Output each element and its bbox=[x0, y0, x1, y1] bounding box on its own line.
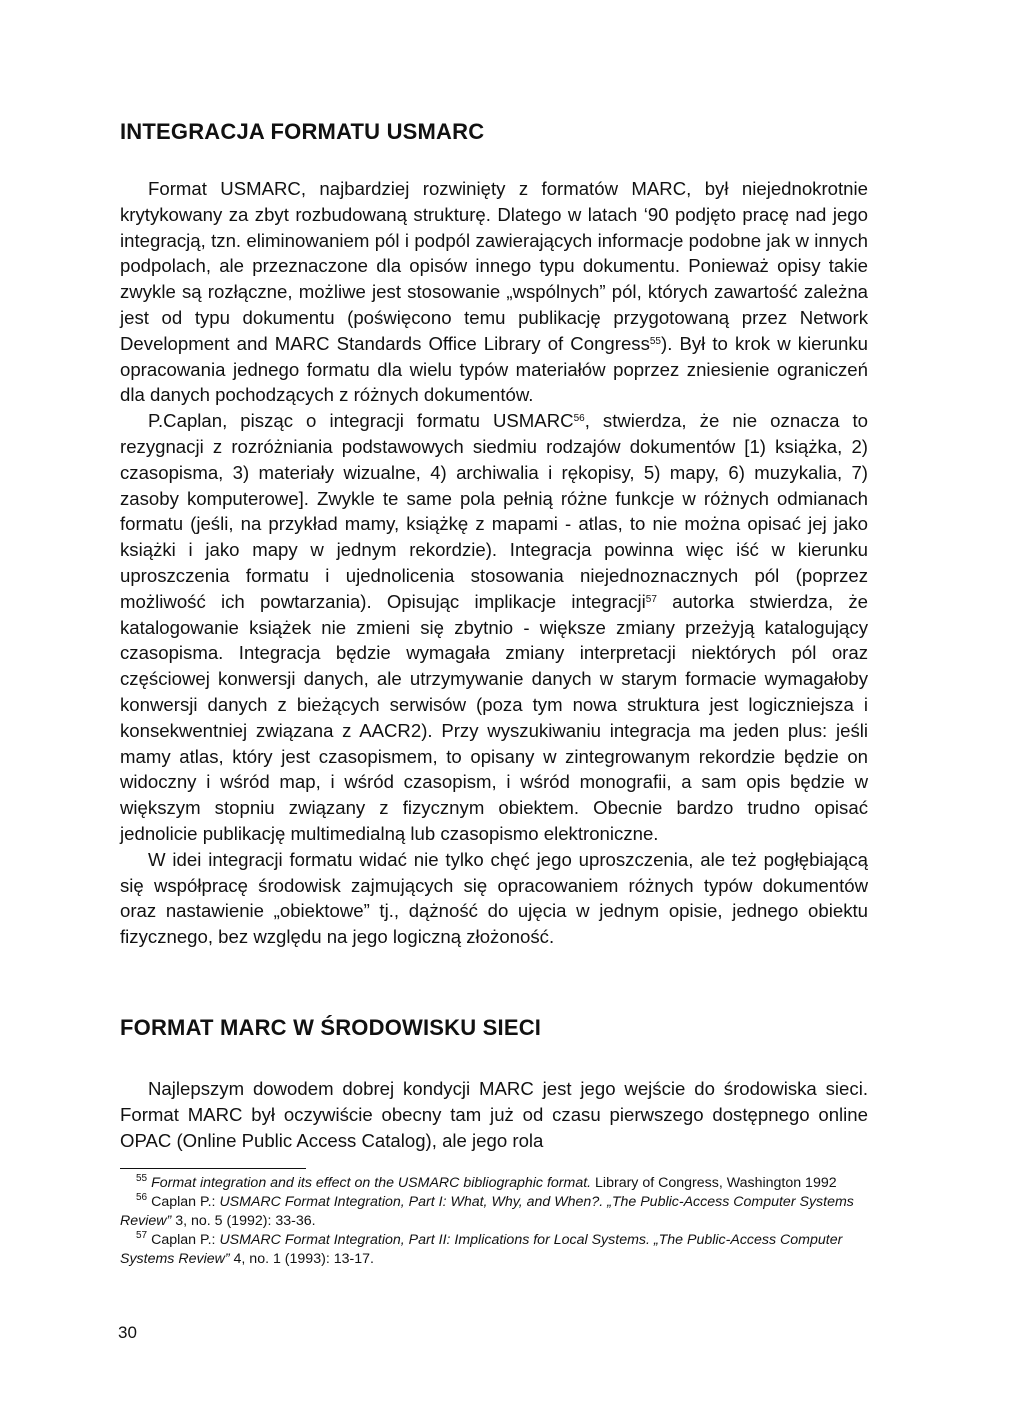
footnote-author: Caplan P.: bbox=[151, 1232, 220, 1249]
footnote-55 bbox=[120, 1174, 868, 1193]
paragraph-text: ). Był to krok w kierunku opracowania jednego formatu dla wielu typów materiałów poprzez zniesienie ograniczeń dla danych pochodzących z różnych dokumentów. bbox=[120, 332, 868, 406]
footnote-56 bbox=[120, 1193, 868, 1231]
footnote-ref-57[interactable]: 57 bbox=[645, 593, 657, 605]
footnote-source: 3, no. 5 (1992): 33-36. bbox=[171, 1213, 316, 1230]
footnote-ref-56[interactable]: 56 bbox=[573, 413, 585, 425]
footnote-title: USMARC Format Integration, Part I: What, Why, and When?. „The Public-Access Computer Systems Review” bbox=[120, 1194, 854, 1230]
section-heading-integracja: INTEGRACJA FORMATU USMARC bbox=[120, 119, 485, 144]
footnote-source: Library of Congress, Washington 1992 bbox=[591, 1175, 837, 1192]
paragraph-3: W idei integracji formatu widać nie tylko chęć jego uproszczenia, ale też pogłębiającą się współpracę środowisk zajmujących się opracowaniem różnych typów dokumentów oraz nastawienie „obiektowe” tj., dążność do ujęcia w jednym opisie, jednego obiektu fizycznego, bez względu na jego logiczną złożoność. bbox=[120, 848, 868, 948]
page-number: 30 bbox=[118, 1323, 137, 1342]
footnote-number: 57 bbox=[136, 1230, 148, 1242]
footnote-57 bbox=[120, 1231, 868, 1269]
section-heading-siec: FORMAT MARC W ŚRODOWISKU SIECI bbox=[120, 1014, 542, 1040]
paragraph-text: , stwierdza, że nie oznacza to rezygnacji z rozróżniania podstawowych siedmiu rodzajów dokumentów [1) książka, 2) czasopisma, 3) materiały wizualne, 4) archiwalia i rękopisy, 5) mapy, 6) muzykalia, 7) zasoby komputerowe]. Zwykle te same pola pełnią różne funkcje w różnych odmianach formatu (jeśli, na przykład mamy, książkę z mapami - atlas, to nie można opisać jej jako książki i jako mapy w jednym rekordzie). Integracja powinna więc iść w kierunku uproszczenia formatu i ujednolicenia stosowania niejednoznacznych pól (poprzez możliwość ich powtarzania). Opisując implikacje integracji bbox=[120, 410, 868, 612]
paragraph-1 bbox=[120, 176, 868, 408]
footnote-source: 4, no. 1 (1993): 13-17. bbox=[229, 1251, 374, 1268]
footnote-author: Caplan P.: bbox=[151, 1194, 220, 1211]
footnote-title: USMARC Format Integration, Part II: Implications for Local Systems. „The Public-Access Computer Systems Review” bbox=[120, 1232, 843, 1268]
paragraph-4: Najlepszym dowodem dobrej kondycji MARC jest jego wejście do środowiska sieci. Format MARC był oczywiście obecny tam już od czasu pierwszego dostępnego online OPAC (Online Public Access Catalog), ale jego rola bbox=[120, 1077, 868, 1151]
footnotes bbox=[120, 1174, 868, 1269]
footnote-title: Format integration and its effect on the USMARC bibliographic format. bbox=[151, 1175, 592, 1192]
section-body-siec bbox=[120, 1076, 868, 1153]
section-body-integracja bbox=[120, 176, 868, 950]
paragraph-text: Format USMARC, najbardziej rozwinięty z formatów MARC, był niejednokrotnie krytykowany za zbyt rozbudowaną strukturę. Dlatego w latach ‘90 podjęto pracę nad jego integracją, tzn. eliminowaniem pól i podpól zawierających informacje podobne jak w innych podpolach, ale przeznaczone dla opisów innego typu dokumentu. Ponieważ opisy takie zwykle są rozłączne, możliwe jest stosowanie „wspólnych” pól, których zawartość zależna jest od typu dokumentu (poświęcono temu publikację przygotowaną przez Network Development and MARC Standards Office Library of Congress bbox=[120, 178, 868, 354]
paragraph-text: P.Caplan, pisząc o integracji formatu USMARC bbox=[148, 410, 574, 432]
footnote-ref-55[interactable]: 55 bbox=[649, 335, 661, 347]
paragraph-2 bbox=[120, 408, 868, 847]
footnote-number: 55 bbox=[136, 1173, 148, 1185]
footnote-divider bbox=[120, 1168, 306, 1169]
paragraph-text: autorka stwierdza, że katalogowanie książek nie zmieni się zbytnio - większe zmiany przeżyją katalogujący czasopisma. Integracja będzie wymagała zmiany interpretacji niektórych pól oraz częściowej konwersji danych, ale utrzymywanie danych w starym formacie wymagałoby konwersji danych z bieżących serwisów (poza tym nowa struktura jest logiczniejsza i konsekwentniej związana z AACR2). Przy wyszukiwaniu integracja ma jeden plus: jeśli mamy atlas, który jest czasopismem, to opisany w zintegrowanym rekordzie będzie on widoczny i wśród map, i wśród czasopism, i wśród monografii, a sam opis będzie w większym stopniu związany z fizycznym obiektem. Obecnie bardzo trudno opisać jednolicie publikację multimedialną lub czasopismo elektroniczne. bbox=[120, 590, 868, 844]
page-content bbox=[120, 108, 868, 1269]
footnote-number: 56 bbox=[136, 1192, 148, 1204]
